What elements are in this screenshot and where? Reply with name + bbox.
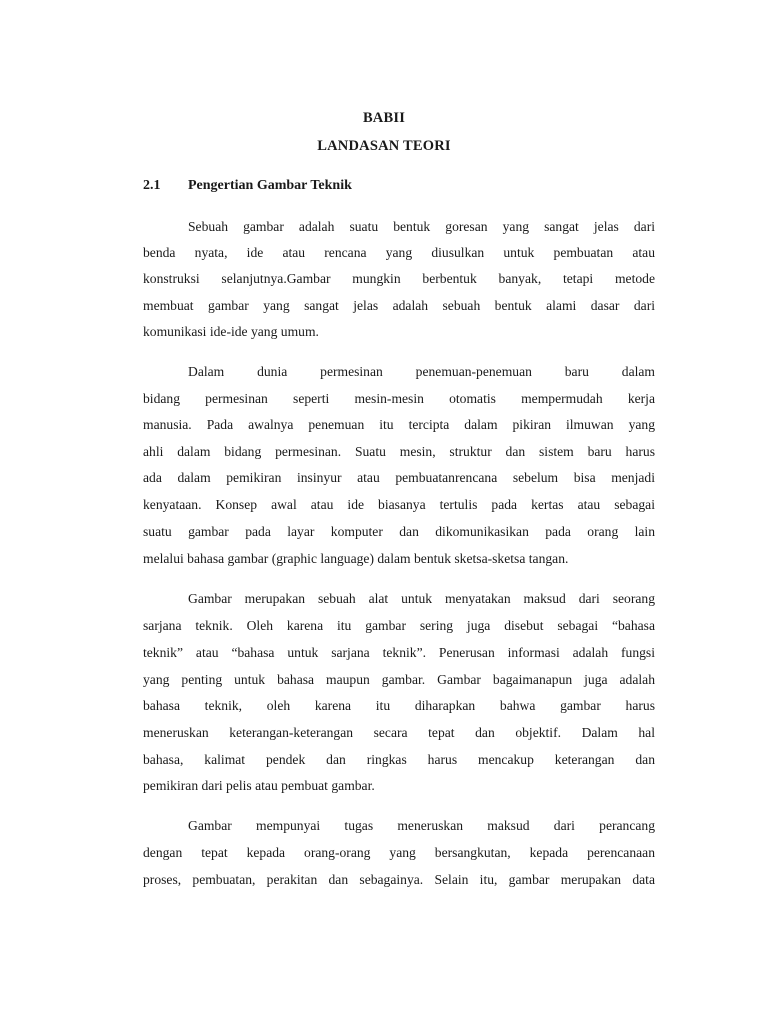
section-title: Pengertian Gambar Teknik (188, 178, 352, 193)
section-heading (143, 178, 352, 194)
paragraph-2-line-6: kenyataan. Konsep awal atau ide biasanya tertulis pada kertas atau sebagai (143, 497, 655, 512)
paragraph-4-line-1: Gambar mempunyai tugas meneruskan maksud dari perancang (188, 818, 655, 833)
paragraph-3-line-5: bahasa teknik, oleh karena itu diharapkan bahwa gambar harus (143, 698, 655, 713)
paragraph-1-line-3: konstruksi selanjutnya.Gambar mungkin berbentuk banyak, tetapi metode (143, 271, 655, 286)
paragraph-4-line-3: proses, pembuatan, perakitan dan sebagainya. Selain itu, gambar merupakan data (143, 872, 655, 887)
paragraph-3-line-8: pemikiran dari pelis atau pembuat gambar. (143, 778, 375, 793)
paragraph-1-line-5: komunikasi ide-ide yang umum. (143, 324, 319, 339)
paragraph-2-line-2: bidang permesinan seperti mesin-mesin otomatis mempermudah kerja (143, 391, 655, 406)
paragraph-2-line-8: melalui bahasa gambar (graphic language) dalam bentuk sketsa-sketsa tangan. (143, 551, 569, 566)
paragraph-3-line-2: sarjana teknik. Oleh karena itu gambar sering juga disebut sebagai “bahasa (143, 618, 655, 633)
paragraph-2-line-4: ahli dalam bidang permesinan. Suatu mesin, struktur dan sistem baru harus (143, 444, 655, 459)
paragraph-2-line-7: suatu gambar pada layar komputer dan dikomunikasikan pada orang lain (143, 524, 655, 539)
section-number: 2.1 (143, 178, 161, 193)
paragraph-3-line-7: bahasa, kalimat pendek dan ringkas harus mencakup keterangan dan (143, 752, 655, 767)
paragraph-2-line-3: manusia. Pada awalnya penemuan itu tercipta dalam pikiran ilmuwan yang (143, 417, 655, 432)
paragraph-3-line-6: meneruskan keterangan-keterangan secara tepat dan objektif. Dalam hal (143, 725, 655, 740)
paragraph-3-line-3: teknik” atau “bahasa untuk sarjana teknik”. Penerusan informasi adalah fungsi (143, 645, 655, 660)
chapter-number: BABII (362, 110, 406, 126)
paragraph-1-line-1: Sebuah gambar adalah suatu bentuk goresan yang sangat jelas dari (188, 219, 655, 234)
paragraph-2-line-1: Dalam dunia permesinan penemuan-penemuan baru dalam (188, 364, 655, 379)
paragraph-3-line-1: Gambar merupakan sebuah alat untuk menyatakan maksud dari seorang (188, 591, 655, 606)
paragraph-4-line-2: dengan tepat kepada orang-orang yang bersangkutan, kepada perencanaan (143, 845, 655, 860)
chapter-title: LANDASAN TEORI (317, 138, 451, 154)
paragraph-2-line-5: ada dalam pemikiran insinyur atau pembuatanrencana sebelum bisa menjadi (143, 470, 655, 485)
paragraph-1-line-4: membuat gambar yang sangat jelas adalah sebuah bentuk alami dasar dari (143, 298, 655, 313)
paragraph-1-line-2: benda nyata, ide atau rencana yang diusulkan untuk pembuatan atau (143, 245, 655, 260)
paragraph-3-line-4: yang penting untuk bahasa maupun gambar. Gambar bagaimanapun juga adalah (143, 672, 655, 687)
